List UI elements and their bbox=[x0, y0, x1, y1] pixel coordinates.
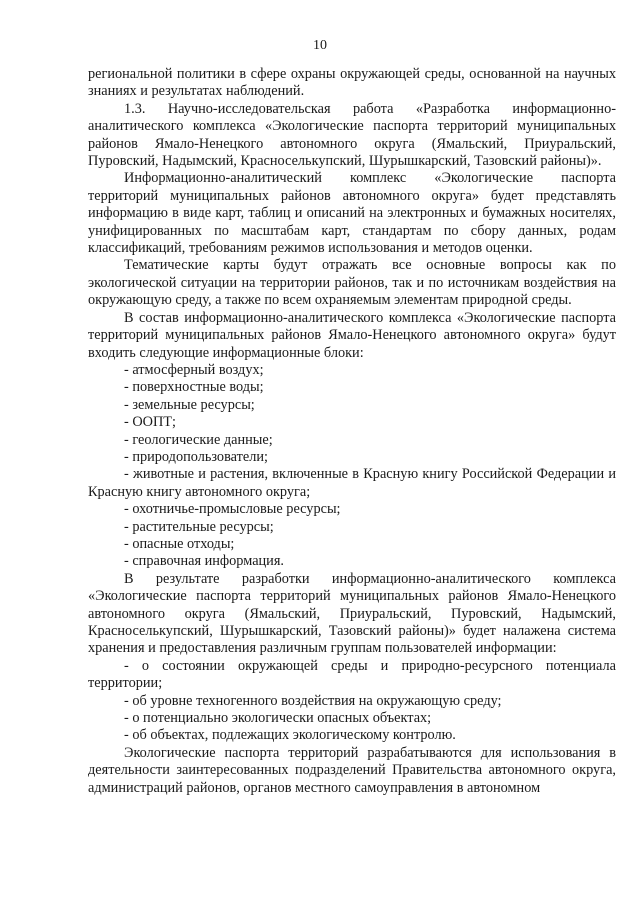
list-item: - справочная информация. bbox=[124, 553, 284, 570]
paragraph-complex-description: Информационно-аналитический комплекс «Экологические паспорта территорий муниципальных районов автономного округа» будет представлять информацию в виде карт, таблиц и описаний на электронных и бумажных носителях, унифицированных по масштабам карт, стандартам по сбору данных, родам классификаций, требованиям режимов использования и методов оценки. bbox=[88, 170, 616, 257]
list-item: - поверхностные воды; bbox=[124, 379, 264, 396]
list-item: - охотничье-промысловые ресурсы; bbox=[124, 501, 341, 518]
document-body bbox=[88, 66, 616, 797]
list-item: - об объектах, подлежащих экологическому контролю. bbox=[124, 727, 456, 744]
paragraph-intro: региональной политики в сфере охраны окружающей среды, основанной на научных знаниях и результатах наблюдений. bbox=[88, 66, 616, 100]
list-item: - растительные ресурсы; bbox=[124, 518, 274, 535]
list-item: - ООПТ; bbox=[124, 414, 177, 431]
list-item: - о потенциально экологически опасных объектах; bbox=[124, 710, 432, 727]
paragraph-thematic-maps: Тематические карты будут отражать все основные вопросы как по экологической ситуации на территории районов, так и по источникам воздействия на окружающую среду, а также по всем охраняемым элементам природной среды. bbox=[88, 257, 616, 309]
page-number: 10 bbox=[313, 38, 327, 53]
info-list bbox=[88, 658, 616, 745]
list-item: - о состоянии окружающей среды и природно-ресурсного потенциала территории; bbox=[88, 657, 616, 692]
list-item: - опасные отходы; bbox=[124, 535, 235, 552]
paragraph-blocks-intro: В состав информационно-аналитического комплекса «Экологические паспорта территорий муниципальных районов Ямало-Ненецкого автономного округа» будут входить следующие информационные блоки: bbox=[88, 309, 616, 361]
list-item: - геологические данные; bbox=[124, 431, 273, 448]
list-item: - природопользователи; bbox=[124, 448, 268, 465]
list-item: - атмосферный воздух; bbox=[124, 361, 264, 378]
list-item: - животные и растения, включенные в Красную книгу Российской Федерации и Красную книгу автономного округа; bbox=[88, 466, 616, 500]
paragraph-usage: Экологические паспорта территорий разрабатываются для использования в деятельности заинтересованных подразделений Правительства автономного округа, администраций районов, органов местного самоуправления в автономном bbox=[88, 744, 616, 796]
paragraph-research-work: 1.3. Научно-исследовательская работа «Разработка информационно-аналитического комплекса «Экологические паспорта территорий муниципальных районов Ямало-Ненецкого автономного округа (Ямальский, Приуральский, Пуровский, Надымский, Красноселькупский, Шурышкарский, Тазовский районы)». bbox=[88, 100, 616, 170]
list-item: - земельные ресурсы; bbox=[124, 396, 255, 413]
blocks-list bbox=[88, 362, 616, 571]
list-item: - об уровне техногенного воздействия на окружающую среду; bbox=[124, 692, 502, 709]
paragraph-results: В результате разработки информационно-аналитического комплекса «Экологические паспорта территорий муниципальных районов Ямало-Ненецкого автономного округа (Ямальский, Приуральский, Пуровский, Надымский, Красноселькупский, Шурышкарский, Тазовский районы)» будет налажена система хранения и предоставления различным группам пользователей информации: bbox=[88, 570, 616, 657]
